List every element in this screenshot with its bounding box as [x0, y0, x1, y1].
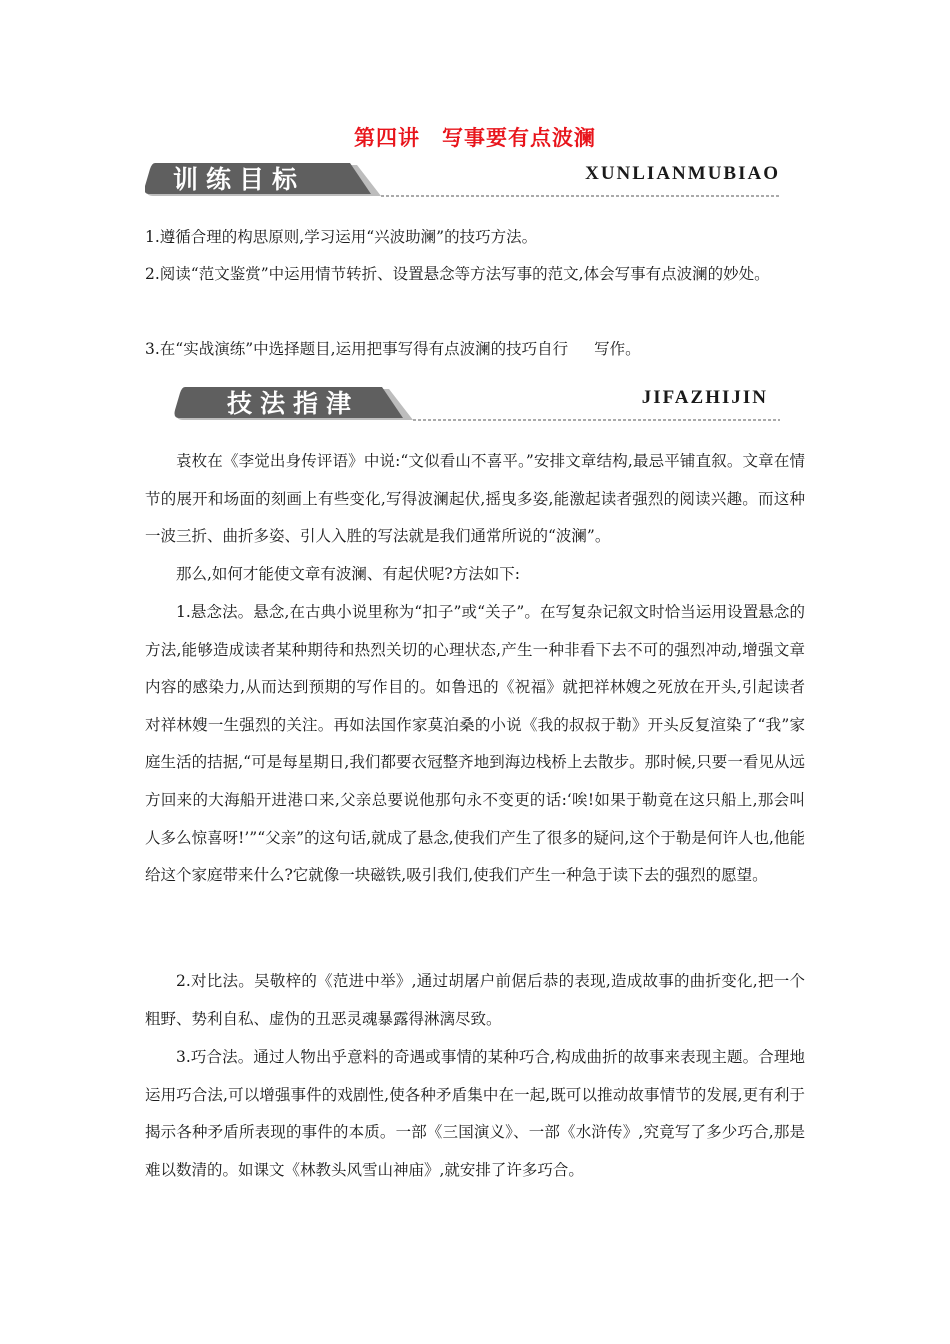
section-pinyin: JIFAZHIJIN	[641, 387, 768, 408]
body-paragraph-4: 2.对比法。吴敬梓的《范进中举》,通过胡屠户前倨后恭的表现,造成故事的曲折变化,把一个粗野、势利自私、虚伪的丑恶灵魂暴露得淋漓尽致。	[145, 972, 805, 1028]
body-paragraph-2: 那么,如何才能使文章有波澜、有起伏呢?方法如下:	[176, 565, 520, 583]
body-paragraph-1: 袁枚在《李觉出身传评语》中说:“文似看山不喜平。”安排文章结构,最忌平铺直叙。文章在情节的展开和场面的刻画上有些变化,写得波澜起伏,摇曳多姿,能激起读者强烈的阅读兴趣。而这种一波三折、曲折多姿、引人入胜的写法就是我们通常所说的“波澜”。	[145, 452, 805, 546]
section-banner-technique-guide	[145, 384, 780, 424]
body-paragraph-3: 1.悬念法。悬念,在古典小说里称为“扣子”或“关子”。在写复杂记叙文时恰当运用设置悬念的方法,能够造成读者某种期待和热烈关切的心理状态,产生一种非看下去不可的强烈冲动,增强文章内容的感染力,从而达到预期的写作目的。如鲁迅的《祝福》就把祥林嫂之死放在开头,引起读者对祥林嫂一生强烈的关注。再如法国作家莫泊桑的小说《我的叔叔于勒》开头反复渲染了“我”家庭生活的拮据,“可是每星期日,我们都要衣冠整齐地到海边栈桥上去散步。那时候,只要一看见从远方回来的大海船开进港口来,父亲总要说他那句永不变更的话:‘唉!如果于勒竟在这只船上,那会叫人多么惊喜呀!’”“父亲”的这句话,就成了悬念,使我们产生了很多的疑问,这个于勒是何许人也,他能给这个家庭带来什么?它就像一块磁铁,吸引我们,使我们产生一种急于读下去的强烈的愿望。	[145, 603, 805, 885]
goal-item-3	[145, 331, 805, 369]
section-pinyin: XUNLIANMUBIAO	[585, 163, 780, 184]
goal-item-1: 1.遵循合理的构思原则,学习运用“兴波助澜”的技巧方法。	[145, 228, 538, 246]
goal-item-2: 2.阅读“范文鉴赏”中运用情节转折、设置悬念等方法写事的范文,体会写事有点波澜的妙处。	[145, 265, 770, 283]
goal-item-3-text: 3.在“实战演练”中选择题目,运用把事写得有点波澜的技巧自行	[145, 340, 569, 358]
body-paragraph-5: 3.巧合法。通过人物出乎意料的奇遇或事情的某种巧合,构成曲折的故事来表现主题。合理地运用巧合法,可以增强事件的戏剧性,使各种矛盾集中在一起,既可以推动故事情节的发展,更有利于揭示各种矛盾所表现的事件的本质。一部《三国演义》、一部《水浒传》,究竟写了多少巧合,那是难以数清的。如课文《林教头风雪山神庙》,就安排了许多巧合。	[145, 1048, 805, 1179]
goal-item-3-tail: 写作。	[594, 340, 641, 358]
section-title: 技法指津	[227, 389, 360, 418]
section-banner-training-goals	[145, 160, 780, 200]
section-title: 训练目标	[173, 165, 306, 194]
lecture-title: 第四讲 写事要有点波澜	[354, 126, 596, 150]
